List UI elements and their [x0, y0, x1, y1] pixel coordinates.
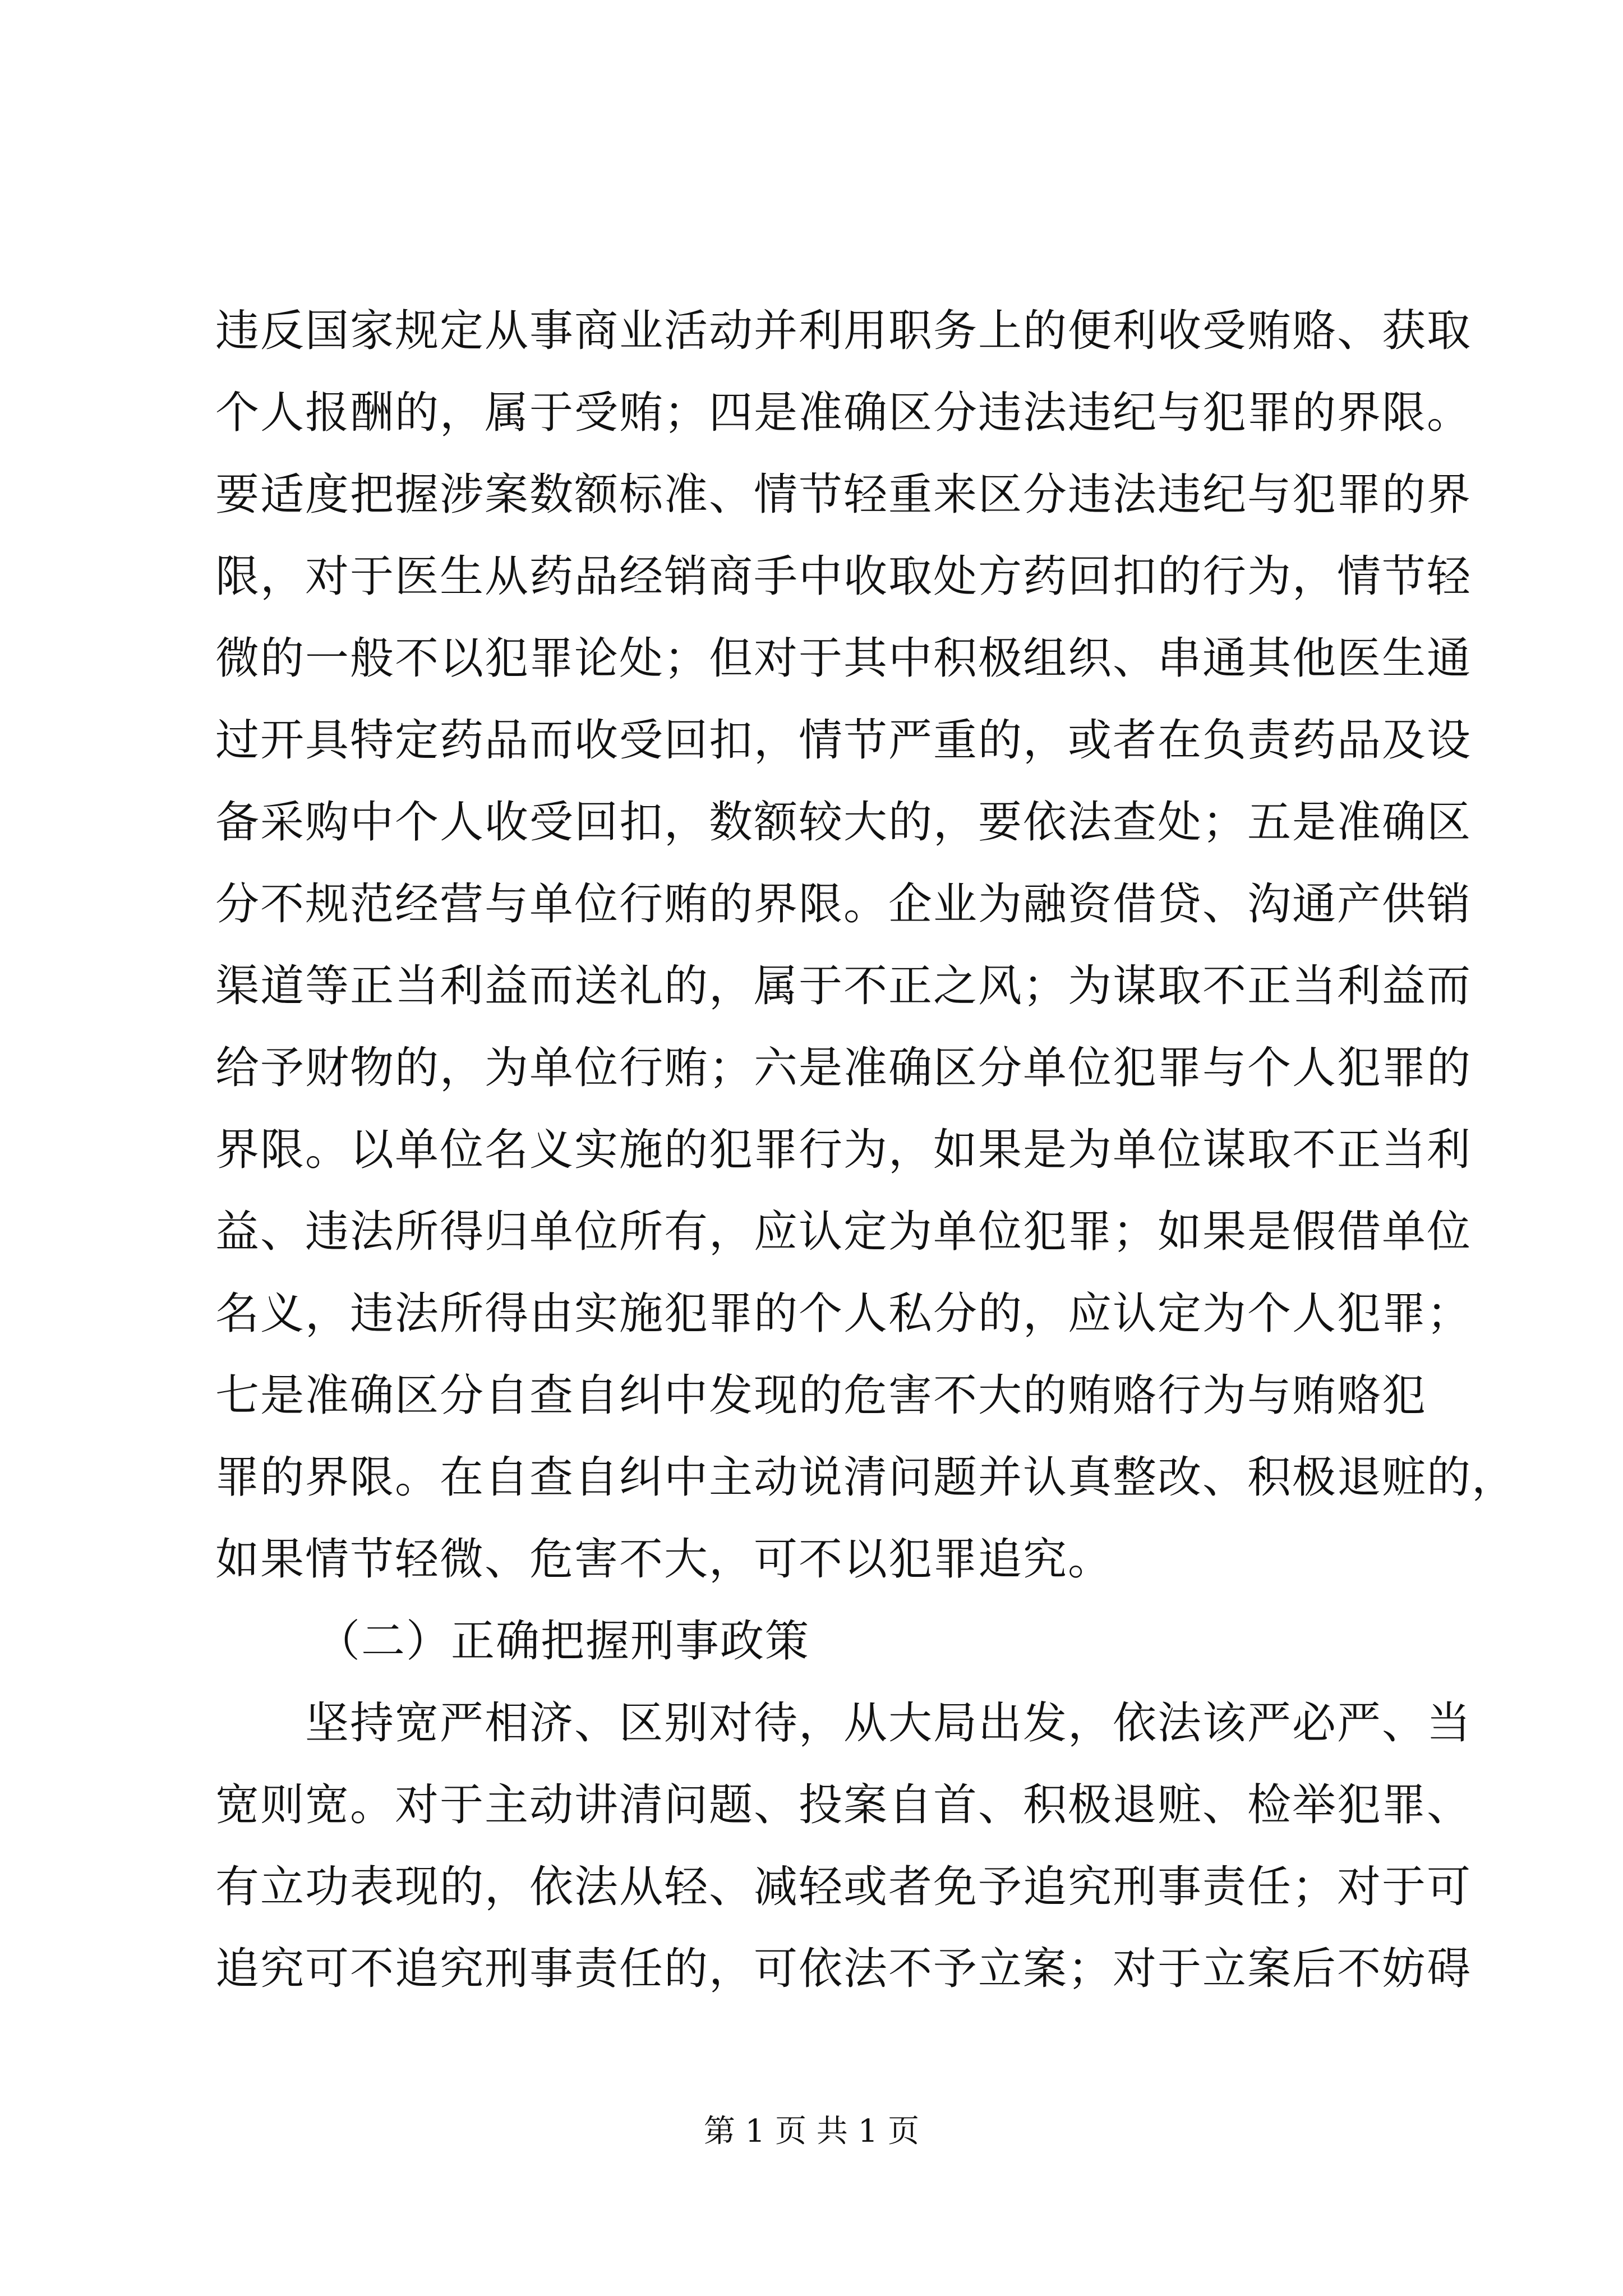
text-line: 要适度把握涉案数额标准、情节轻重来区分违法违纪与犯罪的界 — [215, 470, 1472, 520]
text-line: 坚持宽严相济、区别对待，从大局出发，依法该严必严、当 — [305, 1698, 1472, 1749]
text-line: 限，对于医生从药品经销商手中收取处方药回扣的行为，情节轻 — [215, 551, 1472, 602]
text-line: 界限。以单位名义实施的犯罪行为，如果是为单位谋取不正当利 — [215, 1125, 1472, 1175]
text-line: 违反国家规定从事商业活动并利用职务上的便利收受贿赂、获取 — [215, 306, 1472, 356]
text-line: 名义，违法所得由实施犯罪的个人私分的，应认定为个人犯罪； — [215, 1289, 1472, 1339]
text-line: 如果情节轻微、危害不大，可不以犯罪追究。 — [215, 1534, 1113, 1585]
text-line: 微的一般不以犯罪论处；但对于其中积极组织、串通其他医生通 — [215, 633, 1472, 684]
text-line: 七是准确区分自查自纠中发现的危害不大的贿赂行为与贿赂犯 — [215, 1370, 1427, 1421]
section-heading: （二）正确把握刑事政策 — [316, 1616, 810, 1667]
text-line: 宽则宽。对于主动讲清问题、投案自首、积极退赃、检举犯罪、 — [215, 1780, 1472, 1830]
page-number-footer: 第 1 页 共 1 页 — [703, 2113, 920, 2150]
text-line: 个人报酬的，属于受贿；四是准确区分违法违纪与犯罪的界限。 — [215, 388, 1472, 438]
text-line: 渠道等正当利益而送礼的，属于不正之风；为谋取不正当利益而 — [215, 961, 1472, 1011]
text-line: 分不规范经营与单位行贿的界限。企业为融资借贷、沟通产供销 — [215, 879, 1472, 930]
text-line: 过开具特定药品而收受回扣，情节严重的，或者在负责药品及设 — [215, 715, 1472, 766]
text-line: 益、违法所得归单位所有，应认定为单位犯罪；如果是假借单位 — [215, 1207, 1472, 1257]
text-line: 有立功表现的，依法从轻、减轻或者免予追究刑事责任；对于可 — [215, 1862, 1472, 1912]
text-line: 备采购中个人收受回扣，数额较大的，要依法查处；五是准确区 — [215, 797, 1472, 848]
text-line: 追究可不追究刑事责任的，可依法不予立案；对于立案后不妨碍 — [215, 1944, 1472, 1994]
text-line: 给予财物的，为单位行贿；六是准确区分单位犯罪与个人犯罪的 — [215, 1043, 1472, 1093]
text-line: 罪的界限。在自查自纠中主动说清问题并认真整改、积极退赃的， — [215, 1452, 1517, 1503]
